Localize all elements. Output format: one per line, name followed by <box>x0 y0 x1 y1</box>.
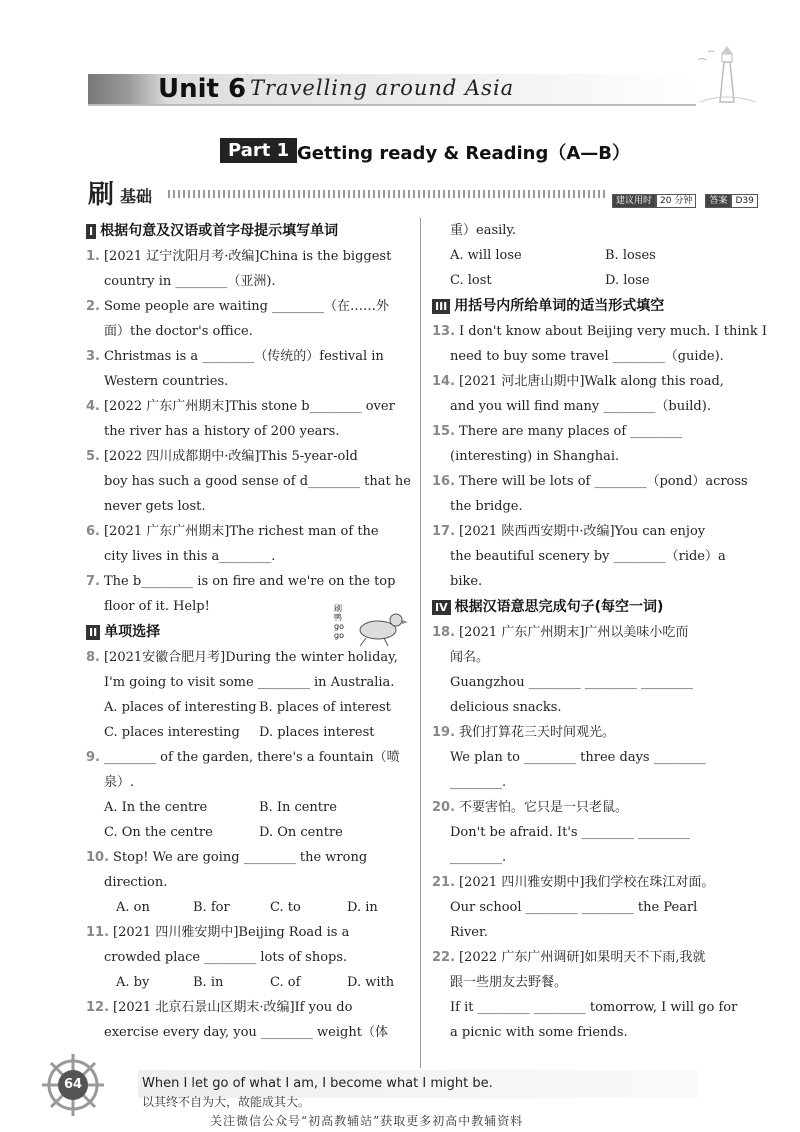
question-line <box>432 469 752 494</box>
question-continuation: never gets lost. <box>104 499 206 514</box>
question-continuation: 跟一些朋友去野餐。 <box>450 975 568 990</box>
question-text: [2021 辽宁沈阳月考·改编]China is the biggest <box>103 249 392 264</box>
question-number: 5. <box>86 449 100 464</box>
question-continuation: Guangzhou ________ ________ ________ <box>450 675 694 690</box>
question-continuation: Don't be afraid. It's ________ ________ <box>450 825 690 840</box>
footer-quote-cn: 以其终不自为大，故能成其大。 <box>142 1095 311 1109</box>
question-continuation: 重）easily. <box>450 223 517 238</box>
question-continuation: (interesting) in Shanghai. <box>450 449 620 464</box>
section-roman-numeral: IV <box>432 600 451 615</box>
question-continuation: I'm going to visit some ________ in Australia. <box>104 675 395 690</box>
question-text: Christmas is a ________（传统的）festival in <box>103 349 384 364</box>
question-continuation: a picnic with some friends. <box>450 1025 628 1040</box>
section-roman-numeral: I <box>86 224 96 239</box>
question-text: The b________ is on fire and we're on the top <box>103 574 396 589</box>
question-line <box>86 344 410 369</box>
question-line <box>432 319 768 344</box>
question-number: 3. <box>86 349 100 364</box>
question-line <box>432 519 752 544</box>
section-heading <box>432 596 752 616</box>
options-row <box>86 695 410 720</box>
section-heading-text: 用括号内所给单词的适当形式填空 <box>454 298 665 314</box>
question-line <box>432 419 752 444</box>
question-text: There will be lots of ________（pond）across <box>459 474 748 489</box>
question-continuation: ________. <box>450 775 507 790</box>
option-a: C. places interesting <box>104 725 240 740</box>
question-text: [2021安徽合肥月考]During the winter holiday, <box>103 650 398 665</box>
question-text: [2021 河北唐山期中]Walk along this road, <box>459 374 724 389</box>
question-number: 9. <box>86 750 100 765</box>
question-line <box>86 444 410 469</box>
question-line <box>432 945 752 970</box>
unit-subtitle: Travelling around Asia <box>250 76 515 100</box>
question-text: Some people are waiting ________（在……外 <box>103 299 390 314</box>
question-continuation: If it ________ ________ tomorrow, I will go for <box>450 1000 738 1015</box>
time-answer-tags <box>612 188 758 207</box>
question-line <box>432 795 752 820</box>
option-d: D. in <box>347 900 378 915</box>
footer-quote-en: When I let go of what I am, I become what I might be. <box>142 1076 493 1091</box>
question-continuation: the bridge. <box>450 499 523 514</box>
option-a: A. will lose <box>450 248 522 263</box>
question-continuation: We plan to ________ three days ________ <box>450 750 706 765</box>
section-divider <box>168 190 608 198</box>
question-number: 4. <box>86 399 100 414</box>
question-line <box>86 394 410 419</box>
option-a: A. on <box>116 900 150 915</box>
question-number: 11. <box>86 925 110 940</box>
question-continuation: and you will find many ________（build). <box>450 399 711 414</box>
option-a: A. places of interesting <box>104 700 257 715</box>
question-continuation: city lives in this a________. <box>104 549 276 564</box>
question-text: [2021 广东广州期末]广州以美味小吃而 <box>459 625 689 640</box>
question-line <box>432 720 752 745</box>
question-continuation: the river has a history of 200 years. <box>104 424 340 439</box>
question-number: 19. <box>432 725 456 740</box>
question-number: 21. <box>432 875 456 890</box>
option-a: C. lost <box>450 273 492 288</box>
question-text: [2022 广东广州期末]This stone b________ over <box>103 399 395 414</box>
page-number: 64 <box>58 1070 88 1100</box>
question-number: 7. <box>86 574 100 589</box>
option-c: C. of <box>270 975 301 990</box>
question-line <box>432 369 752 394</box>
options-row <box>432 268 752 293</box>
option-b: B. places of interest <box>259 700 391 715</box>
question-text: [2022 四川成都期中·改编]This 5-year-old <box>103 449 358 464</box>
question-number: 6. <box>86 524 100 539</box>
question-continuation: exercise every day, you ________ weight（体 <box>104 1025 388 1040</box>
question-number: 14. <box>432 374 456 389</box>
question-number: 15. <box>432 424 456 439</box>
options-row <box>86 720 410 745</box>
section-roman-numeral: III <box>432 299 450 314</box>
question-continuation: 泉）. <box>104 775 135 790</box>
question-number: 1. <box>86 249 100 264</box>
question-number: 22. <box>432 950 456 965</box>
question-continuation: River. <box>450 925 488 940</box>
question-line <box>86 645 410 670</box>
question-number: 13. <box>432 324 456 339</box>
question-number: 17. <box>432 524 456 539</box>
options-row <box>86 820 410 845</box>
options-row <box>86 795 410 820</box>
option-a: A. In the centre <box>104 800 208 815</box>
question-line <box>432 870 752 895</box>
question-text: [2021 四川雅安期中]Beijing Road is a <box>113 925 350 940</box>
footer-promo: 关注微信公众号“初高教辅站”获取更多初高中教辅资料 <box>210 1114 524 1128</box>
question-number: 18. <box>432 625 456 640</box>
question-continuation: bike. <box>450 574 483 589</box>
option-c: C. to <box>270 900 301 915</box>
options-row <box>86 895 410 920</box>
question-continuation: boy has such a good sense of d________ that he <box>104 474 411 489</box>
section-roman-numeral: II <box>86 625 100 640</box>
question-line <box>86 995 410 1020</box>
question-continuation: direction. <box>104 875 168 890</box>
part-badge: Part 1 <box>220 138 297 163</box>
question-continuation: floor of it. Help! <box>104 599 210 614</box>
question-number: 16. <box>432 474 456 489</box>
suggested-time-label: 建议用时 <box>612 194 656 208</box>
question-line <box>86 569 410 594</box>
question-text: There are many places of ________ <box>459 424 683 439</box>
suggested-time-value: 20 分钟 <box>656 194 696 208</box>
question-continuation: Western countries. <box>104 374 229 389</box>
option-b: B. loses <box>605 248 656 263</box>
column-divider <box>420 218 421 1068</box>
option-b: B. in <box>193 975 224 990</box>
unit-header-underline <box>88 104 696 106</box>
question-continuation: country in ________（亚洲). <box>104 274 276 289</box>
question-text: [2021 北京石景山区期末·改编]If you do <box>113 1000 353 1015</box>
question-number: 8. <box>86 650 100 665</box>
options-row <box>86 970 410 995</box>
right-column <box>432 218 768 1045</box>
question-number: 2. <box>86 299 100 314</box>
question-line <box>86 920 410 945</box>
question-line <box>86 244 410 269</box>
answer-label: 答案 <box>705 194 731 208</box>
section-heading <box>86 220 410 240</box>
question-text: [2021 四川雅安期中]我们学校在珠江对面。 <box>459 875 715 890</box>
question-text: [2022 广东广州调研]如果明天不下雨,我就 <box>459 950 706 965</box>
section-heading <box>432 295 752 315</box>
question-line <box>86 745 410 770</box>
question-text: I don't know about Beijing very much. I think I <box>459 324 768 339</box>
options-row <box>432 243 752 268</box>
option-b: D. places interest <box>259 725 375 740</box>
option-a: C. On the centre <box>104 825 213 840</box>
section-heading-text: 根据句意及汉语或首字母提示填写单词 <box>100 223 339 239</box>
section-brush-title: 刷 <box>88 180 115 210</box>
question-text: ________ of the garden, there's a fountain（喷 <box>103 750 400 765</box>
question-text: 不要害怕。它只是一只老鼠。 <box>459 800 629 815</box>
question-text: [2021 陕西西安期中·改编]You can enjoy <box>459 524 706 539</box>
question-number: 20. <box>432 800 456 815</box>
question-text: [2021 广东广州期末]The richest man of the <box>103 524 379 539</box>
question-text: Stop! We are going ________ the wrong <box>113 850 368 865</box>
option-b: D. On centre <box>259 825 343 840</box>
lighthouse-icon <box>690 40 760 110</box>
option-b: B. for <box>193 900 230 915</box>
section-heading-text: 根据汉语意思完成句子(每空一词) <box>454 599 664 615</box>
question-continuation: the beautiful scenery by ________（ride）a <box>450 549 726 564</box>
option-a: A. by <box>116 975 150 990</box>
question-line <box>86 294 410 319</box>
answer-page: D39 <box>731 194 757 208</box>
question-continuation: 闻名。 <box>450 650 490 665</box>
question-continuation: need to buy some travel ________（guide). <box>450 349 724 364</box>
question-number: 10. <box>86 850 110 865</box>
unit-title: Unit 6 <box>158 74 247 104</box>
question-line <box>86 845 410 870</box>
question-continuation: Our school ________ ________ the Pearl <box>450 900 698 915</box>
cartoon-text: 刷 鸭 go go <box>334 604 344 640</box>
question-continuation: crowded place ________ lots of shops. <box>104 950 348 965</box>
option-d: D. with <box>347 975 395 990</box>
option-b: B. In centre <box>259 800 337 815</box>
question-number: 12. <box>86 1000 110 1015</box>
section-brush-subtitle: 基础 <box>120 187 153 206</box>
question-continuation: 面）the doctor's office. <box>104 324 253 339</box>
section-heading-text: 单项选择 <box>104 624 161 640</box>
question-continuation: ________. <box>450 850 507 865</box>
question-text: 我们打算花三天时间观光。 <box>459 725 616 740</box>
part-title: Getting ready & Reading（A—B） <box>297 143 631 164</box>
question-continuation: delicious snacks. <box>450 700 562 715</box>
question-line <box>86 519 410 544</box>
question-line <box>432 620 752 645</box>
option-b: D. lose <box>605 273 650 288</box>
